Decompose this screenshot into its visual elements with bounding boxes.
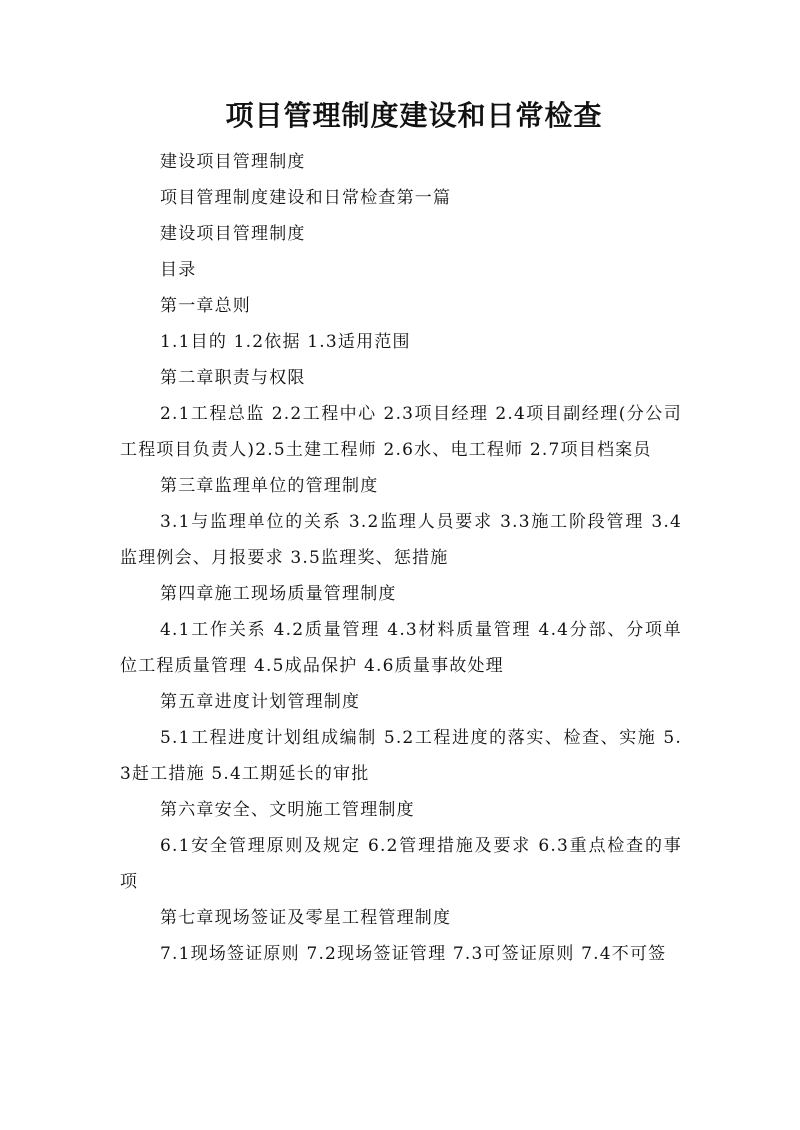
toc-heading: 目录: [160, 260, 197, 280]
chapter-3-heading: 第三章监理单位的管理制度: [160, 476, 379, 496]
chapter-6-sections: 6.1安全管理原则及规定 6.2管理措施及要求 6.3重点检查的事项: [120, 836, 682, 892]
chapter-6-heading: 第六章安全、文明施工管理制度: [160, 800, 415, 820]
chapter-2-sections: 2.1工程总监 2.2工程中心 2.3项目经理 2.4项目副经理(分公司工程项目负责人)2.5土建工程师 2.6水、电工程师 2.7项目档案员: [120, 404, 682, 460]
chapter-1-heading: 第一章总则: [160, 296, 251, 316]
paragraph-subtitle-repeat: 建设项目管理制度: [160, 224, 306, 244]
paragraph-article-heading: 项目管理制度建设和日常检查第一篇: [160, 188, 452, 208]
chapter-7-sections: 7.1现场签证原则 7.2现场签证管理 7.3可签证原则 7.4不可签: [160, 944, 667, 964]
chapter-4-heading: 第四章施工现场质量管理制度: [160, 584, 397, 604]
document-title: 项目管理制度建设和日常检查: [225, 99, 603, 132]
chapter-5-heading: 第五章进度计划管理制度: [160, 692, 361, 712]
chapter-7-heading: 第七章现场签证及零星工程管理制度: [160, 908, 452, 928]
chapter-5-sections: 5.1工程进度计划组成编制 5.2工程进度的落实、检查、实施 5.3赶工措施 5.4工期延长的审批: [120, 728, 682, 784]
chapter-2-heading: 第二章职责与权限: [160, 368, 306, 388]
chapter-1-sections: 1.1目的 1.2依据 1.3适用范围: [160, 332, 411, 352]
chapter-4-sections: 4.1工作关系 4.2质量管理 4.3材料质量管理 4.4分部、分项单位工程质量管理 4.5成品保护 4.6质量事故处理: [120, 620, 682, 676]
chapter-3-sections: 3.1与监理单位的关系 3.2监理人员要求 3.3施工阶段管理 3.4监理例会、月报要求 3.5监理奖、惩措施: [120, 512, 682, 568]
paragraph-subtitle: 建设项目管理制度: [160, 152, 306, 172]
